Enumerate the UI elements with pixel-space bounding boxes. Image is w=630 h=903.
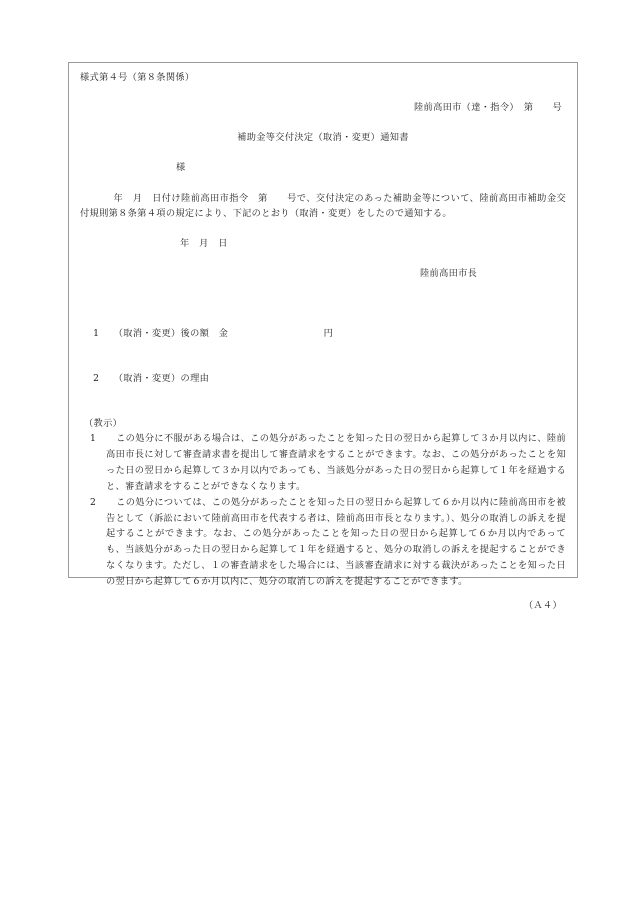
list-item <box>80 357 566 402</box>
spacer <box>80 303 566 312</box>
spacer <box>80 146 566 161</box>
document-title: 補助金等交付決定（取消・変更）通知書 <box>237 131 409 143</box>
instruction-item-text: この処分に不服がある場合は、この処分があったことを知った日の翌日から起算して３か月以内に、陸前高田市長に対して審査請求書を提出して審査請求をすることができます。なお、この処分があったことを知った日の翌日から起算して３か月以内であっても、当該処分があった日の翌日から起算して１年を経過すると、審査請求をすることができなくなります。 <box>106 433 566 492</box>
body-paragraph: 年 月 日付け陸前高田市指令 第 号で、交付決定のあった補助金等について、陸前高田市補助金交付規則第８条第４項の規定により、下記のとおり（取消・変更）をしたので通知する。 <box>80 192 566 220</box>
spacer <box>80 176 566 191</box>
instruction-item <box>80 431 566 494</box>
instruction-item-number: 1 <box>90 433 97 445</box>
spacer <box>80 222 566 237</box>
spacer <box>80 252 566 267</box>
spacer <box>80 86 566 101</box>
spacer <box>80 402 566 417</box>
instruction-item <box>80 495 566 590</box>
list-item <box>80 312 566 357</box>
item-text: （取消・変更）の理由 <box>118 372 210 384</box>
paper-size-note: （Ａ４） <box>523 599 562 611</box>
instruction-item-text: この処分については、この処分があったことを知った日の翌日から起算して６か月以内に陸前高田市を被告として（訴訟において陸前高田市を代表する者は、陸前高田市長となります。）、処分の取消しの訴えを提起することができます。なお、この処分があったことを知った日の翌日から起算して６か月以内であっても、当該処分があった日の翌日から起算して１年を経過すると、処分の取消しの訴えを提起することができなくなります。ただし、１の審査請求をした場合には、当該審査請求に対する裁決があったことを知った日の翌日から起算して６か月以内に、処分の取消しの訴えを提起することができます。 <box>106 496 566 587</box>
issuer-number-line: 陸前高田市（達・指令） 第 号 <box>414 101 562 113</box>
item-text: （取消・変更）後の額 金 円 <box>118 328 334 339</box>
instruction-label: （教示） <box>84 417 123 429</box>
form-number: 様式第４号（第８条関係） <box>80 72 195 83</box>
item-number: 2 <box>93 372 100 384</box>
spacer <box>80 116 566 131</box>
spacer <box>80 590 566 599</box>
addressee-honorific: 様 <box>176 161 186 173</box>
spacer <box>80 282 566 303</box>
instruction-item-number: 2 <box>90 496 97 508</box>
form-document-box <box>68 62 578 611</box>
signature-line: 陸前高田市長 <box>420 268 478 280</box>
item-number: 1 <box>93 328 100 339</box>
date-line: 年 月 日 <box>180 238 228 250</box>
